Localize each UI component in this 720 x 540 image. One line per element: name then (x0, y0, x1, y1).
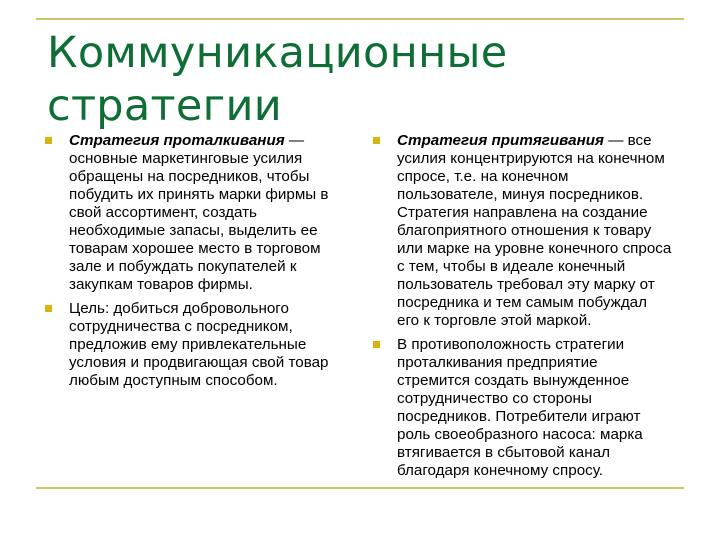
pull-strategy-contrast: В противоположность стратегии проталкивания предприятие стремится создать вынужденное сотрудничество со стороны посредников. Потребители играют роль своеобразного насоса: марка втягивается в сбытовой канал благодаря конечному спросу. (397, 336, 643, 479)
push-strategy-goal: Цель: добиться добровольного сотрудничества с посредником, предложив ему привлекательные условия и продвигающая свой товар любым доступным способом. (69, 300, 329, 389)
top-divider (36, 18, 684, 20)
bottom-divider (36, 487, 684, 489)
right-column (373, 132, 673, 486)
bullet-item (373, 132, 673, 330)
push-strategy-term: Стратегия проталкивания (69, 132, 285, 149)
push-strategy-definition: — основные маркетинговые усилия обращены на посредников, чтобы побудить их принять марки фирмы в свой ассортимент, создать необходимые запасы, выделить ее товарам хорошее место в торговом зале и побуждать покупателей к закупкам товаров фирмы. (69, 132, 329, 293)
slide-title: Коммуникационные стратегии (47, 28, 508, 131)
square-bullet-icon (45, 137, 52, 144)
square-bullet-icon (373, 137, 380, 144)
bullet-item (45, 132, 345, 294)
left-column (45, 132, 345, 396)
square-bullet-icon (373, 341, 380, 348)
bullet-item (45, 300, 345, 390)
pull-strategy-definition: — все усилия концентрируются на конечном спросе, т.е. на конечном пользователе, минуя посредников. Стратегия направлена на создание благоприятного отношения к товару или марке на уровне конечного спроса с тем, чтобы в идеале конечный пользователь требовал эту марку от посредника и тем самым побуждал его к торговле этой маркой. (397, 132, 672, 329)
square-bullet-icon (45, 305, 52, 312)
pull-strategy-term: Стратегия притягивания (397, 132, 604, 149)
bullet-item (373, 336, 673, 480)
